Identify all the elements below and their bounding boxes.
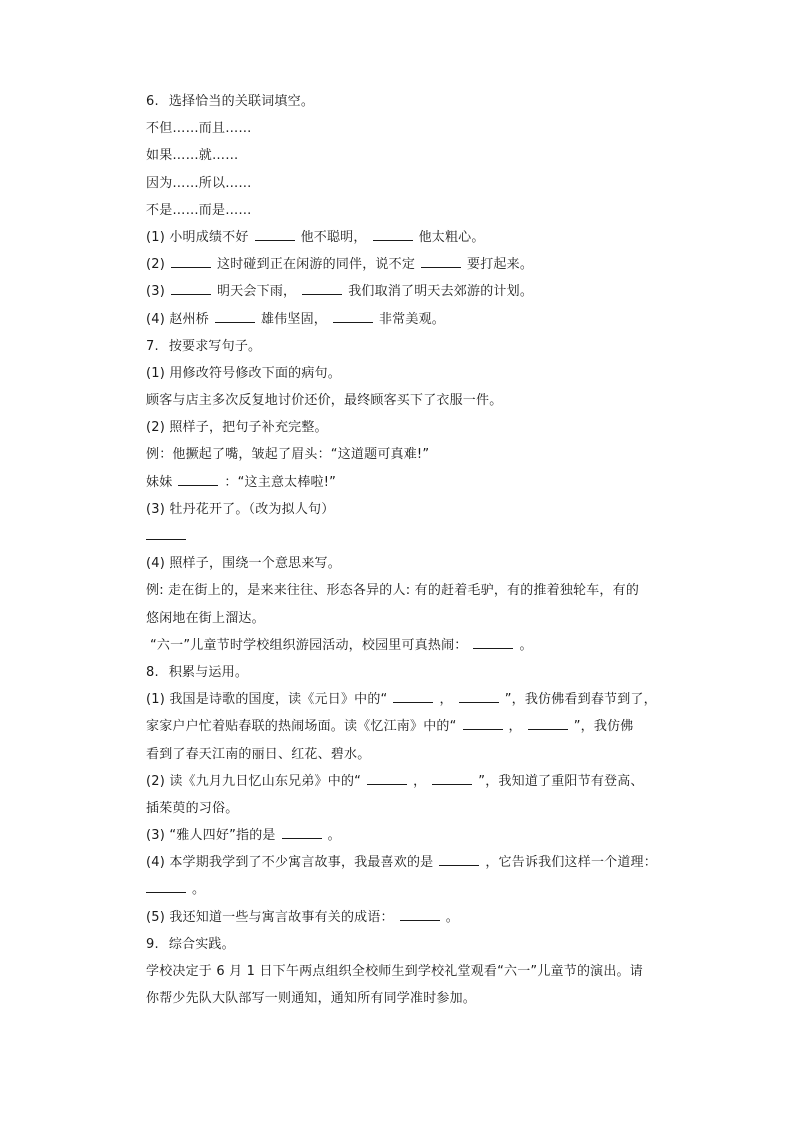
q8-text: ， <box>508 719 522 735</box>
q8-text: ， <box>439 692 453 708</box>
q8-text: (5) 我还知道一些与寓言故事有关的成语： <box>146 909 394 925</box>
q6-option-4: 不是……而是…… <box>146 202 252 218</box>
answer-blank[interactable] <box>373 227 413 241</box>
q6-item-4-text-a: 赵州桥 <box>169 311 209 327</box>
q7-sub-1-sentence: 顾客与店主多次反复地讨价还价，最终顾客买下了衣服一件。 <box>146 393 503 409</box>
answer-blank[interactable] <box>528 716 568 730</box>
q6-item-3-text-c: 我们取消了明天去郊游的计划。 <box>348 284 534 300</box>
q8-text: 家家户户忙着贴春联的热闹场面。读《忆江南》中的“ <box>146 719 457 735</box>
q9-title: 综合实践。 <box>168 936 235 952</box>
q7-heading <box>146 333 686 360</box>
q7-sub-4-end: 。 <box>519 637 533 653</box>
q6-number: 6. <box>146 94 159 109</box>
q7-sub-2-suffix: ：“这主意太棒啦!” <box>224 474 337 490</box>
q8-text: ，它告诉我们这样一个道理： <box>485 855 657 871</box>
q7-sub-3-answer <box>146 523 686 550</box>
q7-sub-2-example: 例：他撅起了嘴，皱起了眉头：“这道题可真难!” <box>146 447 430 463</box>
answer-blank[interactable] <box>171 254 211 268</box>
answer-blank[interactable] <box>367 771 407 785</box>
answer-blank[interactable] <box>302 281 342 295</box>
q7-sub-4-example-1: 例: 走在街上的，是来来往往、形态各异的人: 有的赶着毛驴，有的推着独轮车，有的 <box>146 583 640 599</box>
answer-blank[interactable] <box>333 309 373 323</box>
q6-item-1-text-b: 他不聪明， <box>300 229 367 245</box>
q6-item-2-label: (2) <box>146 257 166 273</box>
q6-item-1-text-a: 小明成绩不好 <box>169 229 249 245</box>
answer-blank[interactable] <box>473 635 513 649</box>
q7-sub-2: (2) 照样子，把句子补充完整。 <box>146 420 328 436</box>
q8-title: 积累与运用。 <box>168 664 249 680</box>
q6-item-2 <box>146 251 686 278</box>
q7-sub-2-prefix: 妹妹 <box>146 474 173 490</box>
answer-blank[interactable] <box>171 281 211 295</box>
q7-sub-4-task <box>146 632 686 659</box>
q7-sub-4: (4) 照样子，围绕一个意思来写。 <box>146 556 341 572</box>
q7-sub-2-task <box>146 469 686 496</box>
q8-sub-2-line-1 <box>146 768 686 795</box>
q8-sub-1-line-1 <box>146 686 686 713</box>
q8-sub-4-line-1 <box>146 849 686 876</box>
answer-blank[interactable] <box>421 254 461 268</box>
q6-option-3: 因为……所以…… <box>146 175 252 191</box>
worksheet-page <box>146 88 686 1012</box>
q6-item-3 <box>146 278 686 305</box>
q8-text: (3) “雅人四好”指的是 <box>146 828 276 844</box>
answer-blank[interactable] <box>439 852 479 866</box>
q6-item-3-label: (3) <box>146 284 166 300</box>
q8-heading <box>146 659 686 686</box>
answer-blank[interactable] <box>146 525 186 540</box>
q8-text: (2) 读《九月九日忆山东兄弟》中的“ <box>146 773 362 789</box>
q6-item-4-label: (4) <box>146 311 166 327</box>
q8-text: ， <box>413 773 427 789</box>
q8-sub-5 <box>146 904 686 931</box>
q6-item-1 <box>146 224 686 251</box>
answer-blank[interactable] <box>178 472 218 486</box>
q6-item-1-text-c: 他太粗心。 <box>418 229 485 245</box>
answer-blank[interactable] <box>255 227 295 241</box>
q8-text: ”，我仿佛 <box>573 719 634 735</box>
q8-text: 。 <box>327 828 341 844</box>
q6-heading <box>146 88 686 115</box>
q6-option-2: 如果……就…… <box>146 148 239 164</box>
q6-item-2-text-b: 这时碰到正在闲游的同伴，说不定 <box>217 257 416 273</box>
q7-sub-4-task-text: “六一”儿童节时学校组织游园活动，校园里可真热闹： <box>150 637 468 653</box>
q7-sub-1: (1) 用修改符号修改下面的病句。 <box>146 365 341 381</box>
q8-sub-1-line-2 <box>146 713 686 740</box>
q6-title: 选择恰当的关联词填空。 <box>168 94 315 109</box>
q8-text: ”，我仿佛看到春节到了， <box>504 692 657 708</box>
answer-blank[interactable] <box>146 878 186 893</box>
q8-sub-1-line-3: 看到了春天江南的丽日、红花、碧水。 <box>146 746 371 762</box>
q8-sub-4-line-2 <box>146 876 686 903</box>
answer-blank[interactable] <box>463 716 503 730</box>
q8-text: 。 <box>192 882 206 898</box>
q7-number: 7. <box>146 338 159 354</box>
q8-sub-2-line-2: 插茱萸的习俗。 <box>146 800 239 816</box>
q8-text: (4) 本学期我学到了不少寓言故事，我最喜欢的是 <box>146 855 434 871</box>
q6-item-4-text-c: 非常美观。 <box>378 311 445 327</box>
q6-item-4 <box>146 306 686 333</box>
q9-heading <box>146 931 686 958</box>
q9-text-2: 你帮少先队大队部写一则通知，通知所有同学准时参加。 <box>146 991 477 1007</box>
q9-text-1: 学校决定于 6 月 1 日下午两点组织全校师生到学校礼堂观看“六一”儿童节的演出。请 <box>146 964 643 979</box>
answer-blank[interactable] <box>215 309 255 323</box>
answer-blank[interactable] <box>393 689 433 703</box>
answer-blank[interactable] <box>432 771 472 785</box>
q8-sub-3 <box>146 822 686 849</box>
q6-item-1-label: (1) <box>146 229 166 245</box>
q8-text: 。 <box>445 909 459 925</box>
answer-blank[interactable] <box>282 825 322 839</box>
q7-sub-3: (3) 牡丹花开了。（改为拟人句） <box>146 501 335 517</box>
q6-item-3-text-b: 明天会下雨， <box>217 284 297 300</box>
answer-blank[interactable] <box>400 907 440 921</box>
q6-item-4-text-b: 雄伟坚固， <box>260 311 327 327</box>
q6-option-1: 不但……而且…… <box>146 121 252 137</box>
q6-item-2-text-c: 要打起来。 <box>467 257 534 273</box>
answer-blank[interactable] <box>459 689 499 703</box>
q7-title: 按要求写句子。 <box>168 338 262 354</box>
q7-sub-4-example-2: 悠闲地在街上溜达。 <box>146 610 265 626</box>
q8-text: (1) 我国是诗歌的国度，读《元日》中的“ <box>146 692 388 708</box>
q8-text: ”，我知道了重阳节有登高、 <box>478 773 644 789</box>
q8-number: 8. <box>146 664 159 680</box>
q9-number: 9. <box>146 936 159 952</box>
